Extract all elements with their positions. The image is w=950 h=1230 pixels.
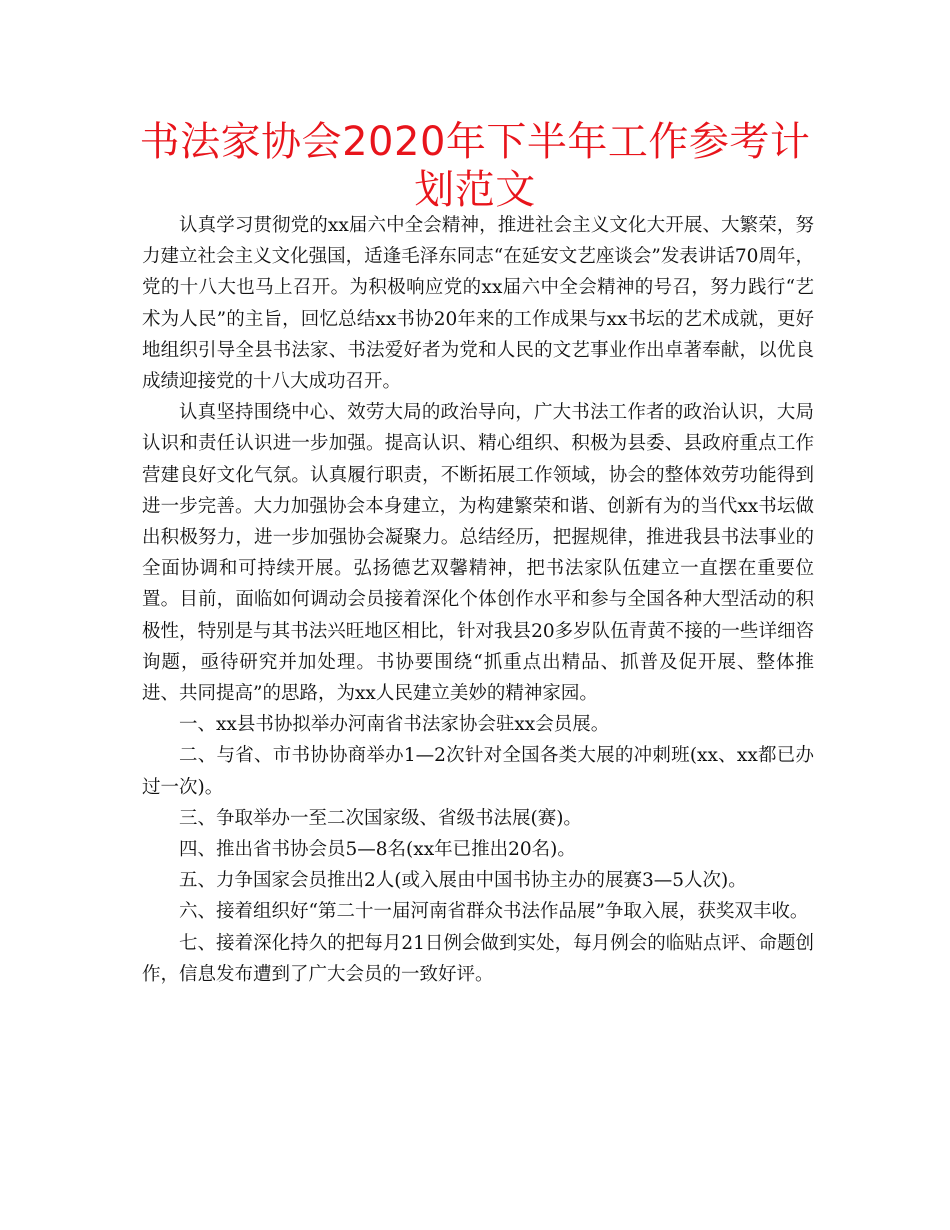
document-title: 书法家协会2020年下半年工作参考计划范文 (139, 119, 811, 213)
paragraph-overview: 认真坚持围绕中心、效劳大局的政治导向，广大书法工作者的政治认识，大局认识和责任认识进一步加强。提高认识、精心组织、积极为县委、县政府重点工作营建良好文化气氛。认真履行职责，不断拓展工作领域，协会的整体效劳功能得到进一步完善。大力加强协会本身建立，为构建繁荣和谐、创新有为的当代xx书坛做出积极努力，进一步加强协会凝聚力。总结经历，把握规律，推进我县书法事业的全面协调和可持续开展。弘扬德艺双馨精神，把书法家队伍建立一直摆在重要位置。目前，面临如何调动会员接着深化个体创作水平和参与全国各种大型活动的积极性，特别是与其书法兴旺地区相比，针对我县20多岁队伍青黄不接的一些详细咨询题，亟待研究并加处理。书协要围绕“抓重点出精品、抓普及促开展、整体推进、共同提高”的思路，为xx人民建立美妙的精神家园。 (142, 402, 814, 705)
plan-item-1: 一、xx县书协拟举办河南省书法家协会驻xx会员展。 (179, 714, 610, 736)
paragraph-intro: 认真学习贯彻党的xx届六中全会精神，推进社会主义文化大开展、大繁荣，努力建立社会主义文化强国，适逢毛泽东同志“在延安文艺座谈会”发表讲话70周年，党的十八大也马上召开。为积极响应党的xx届六中全会精神的号召，努力践行“艺术为人民”的主旨，回忆总结xx书协20年来的工作成果与xx书坛的艺术成就，更好地组织引导全县书法家、书法爱好者为党和人民的文艺事业作出卓著奉献，以优良成绩迎接党的十八大成功召开。 (142, 215, 814, 393)
plan-item-4: 四、推出省书协会员5—8名(xx年已推出20名)。 (179, 839, 576, 861)
plan-item-6: 六、接着组织好“第二十一届河南省群众书法作品展”争取入展，获奖双丰收。 (179, 901, 809, 923)
plan-item-2: 二、与省、市书协协商举办1—2次针对全国各类大展的冲刺班(xx、xx都已办过一次)。 (142, 745, 814, 798)
plan-item-3: 三、争取举办一至二次国家级、省级书法展(赛)。 (179, 807, 582, 829)
document-body (142, 210, 814, 990)
plan-item-7: 七、接着深化持久的把每月21日例会做到实处，每月例会的临贴点评、命题创作，信息发布遭到了广大会员的一致好评。 (142, 932, 814, 985)
plan-item-5: 五、力争国家会员推出2人(或入展由中国书协主办的展赛3—5人次)。 (179, 870, 747, 892)
